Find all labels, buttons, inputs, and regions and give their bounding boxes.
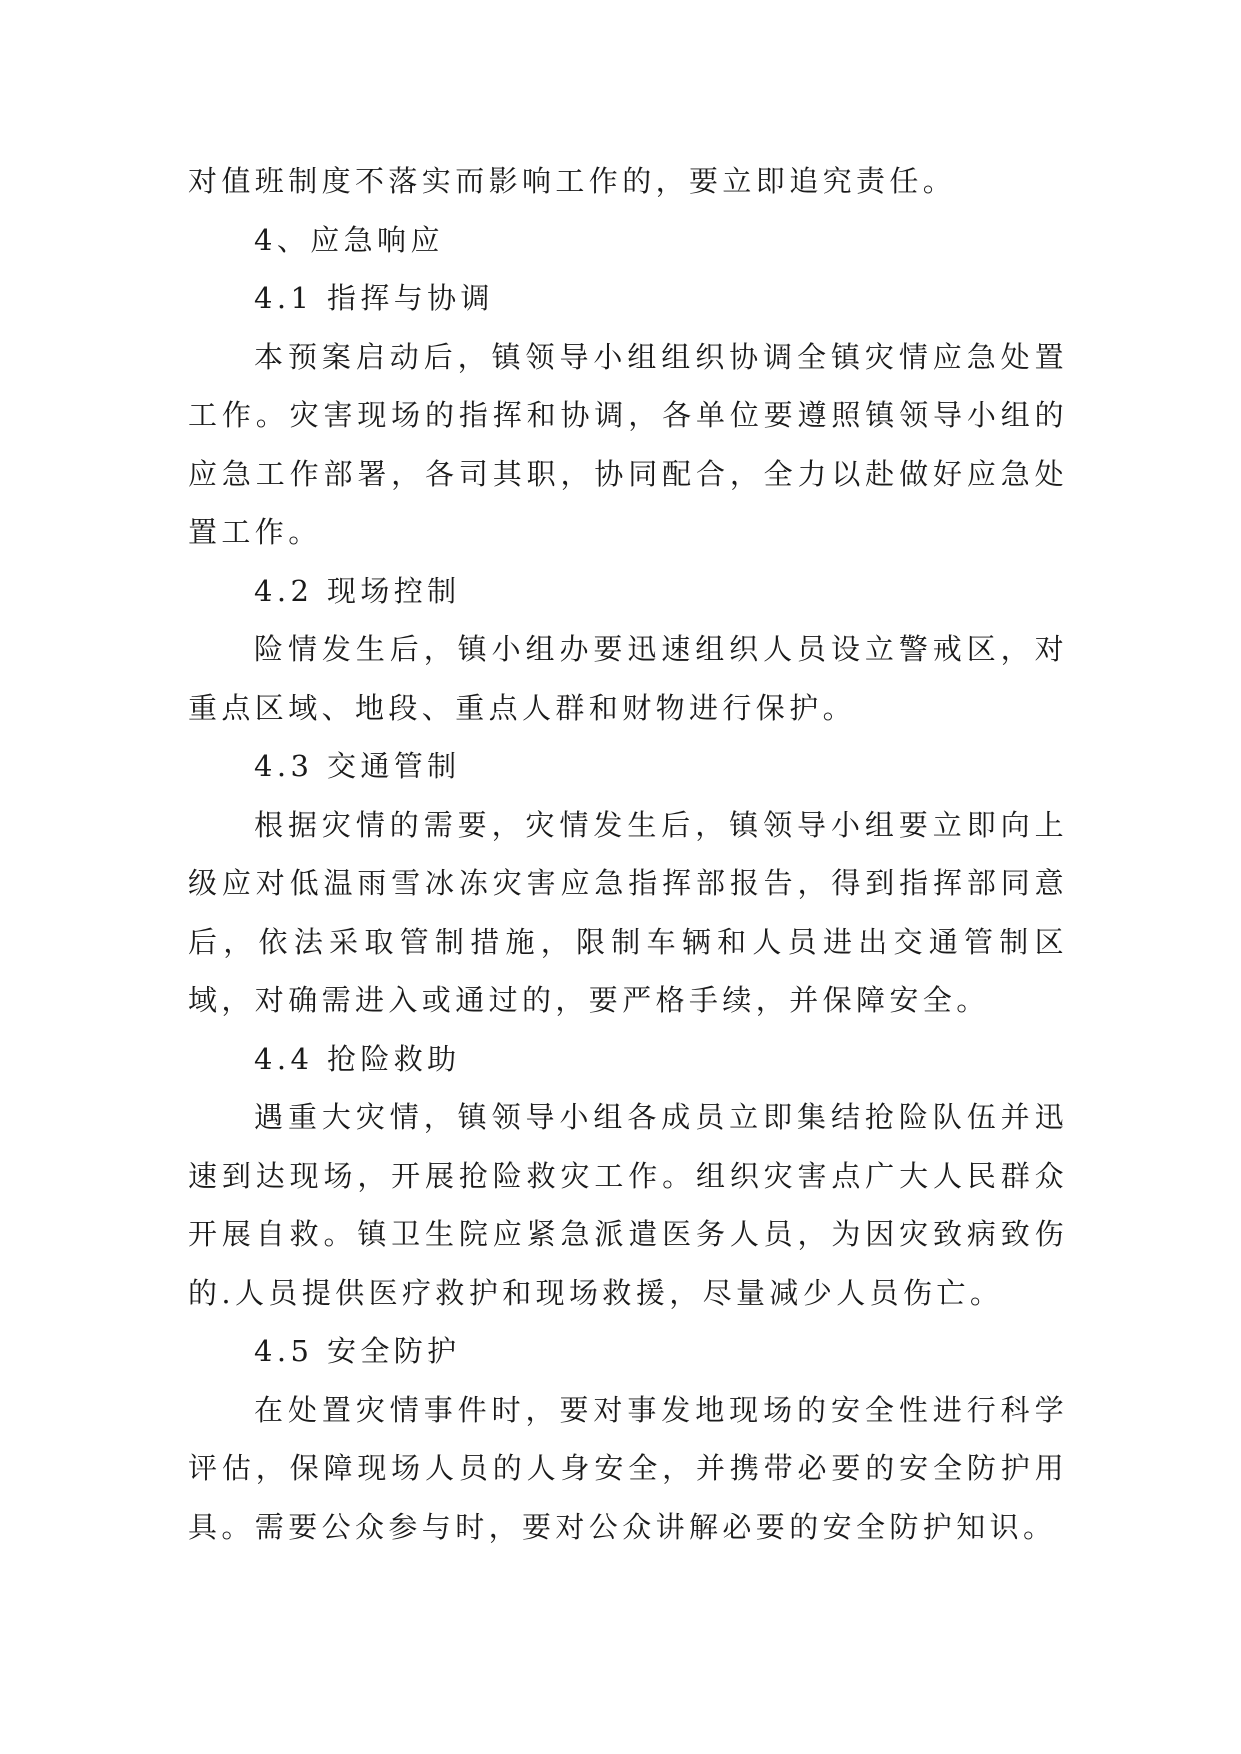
subsection-heading-site-control: 4.2 现场控制 bbox=[254, 573, 461, 608]
subsection-heading-command-coordination: 4.1 指挥与协调 bbox=[254, 281, 494, 315]
section-heading-emergency-response: 4、应急响应 bbox=[254, 222, 444, 257]
paragraph-safety-protection: 在处置灾情事件时，要对事发地现场的安全性进行科学评估，保障现场人员的人身安全，并携带必要的安全防护用具。需要公众参与时，要对公众讲解必要的安全防护知识。 bbox=[188, 1392, 1068, 1544]
paragraph-site-control: 险情发生后，镇小组办要迅速组织人员设立警戒区，对重点区域、地段、重点人群和财物进行保护。 bbox=[188, 632, 1068, 725]
subsection-heading-traffic-control: 4.3 交通管制 bbox=[254, 749, 461, 783]
document-body bbox=[188, 152, 1068, 1556]
paragraph-command-coordination: 本预案启动后，镇领导小组组织协调全镇灾情应急处置工作。灾害现场的指挥和协调，各单位要遵照镇领导小组的应急工作部署，各司其职，协同配合，全力以赴做好应急处置工作。 bbox=[188, 339, 1068, 549]
subsection-heading-rescue: 4.4 抢险救助 bbox=[254, 1041, 461, 1076]
paragraph-duty-accountability: 对值班制度不落实而影响工作的，要立即追究责任。 bbox=[188, 164, 957, 198]
paragraph-rescue: 遇重大灾情，镇领导小组各成员立即集结抢险队伍并迅速到达现场，开展抢险救灾工作。组织灾害点广大人民群众开展自救。镇卫生院应紧急派遣医务人员，为因灾致病致伤的.人员提供医疗救护和现场救援，尽量减少人员伤亡。 bbox=[188, 1100, 1068, 1310]
subsection-heading-safety-protection: 4.5 安全防护 bbox=[254, 1334, 461, 1368]
paragraph-traffic-control: 根据灾情的需要，灾情发生后，镇领导小组要立即向上级应对低温雨雪冰冻灾害应急指挥部报告，得到指挥部同意后，依法采取管制措施，限制车辆和人员进出交通管制区域，对确需进入或通过的，要严格手续，并保障安全。 bbox=[188, 807, 1068, 1017]
